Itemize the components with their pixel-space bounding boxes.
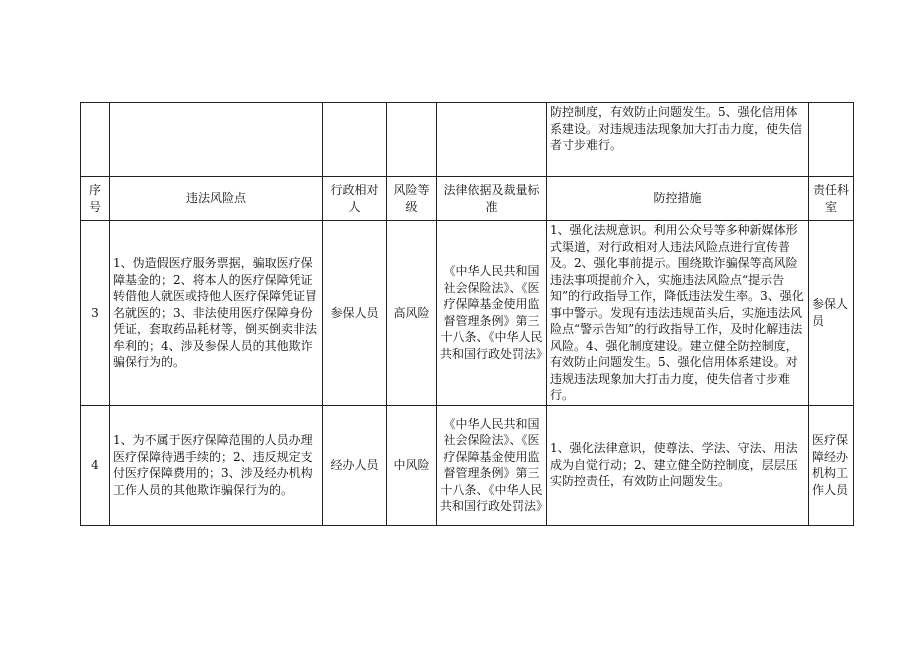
empty-cell: [809, 103, 854, 177]
row-level: 高风险: [387, 221, 437, 406]
empty-cell: [110, 103, 323, 177]
risk-control-table: [80, 102, 854, 526]
row-subject: 参保人员: [323, 221, 387, 406]
row-risk: 1、伪造假医疗服务票据，骗取医疗保障基金的；2、将本人的医疗保障凭证转借他人就医或持他人医疗保障凭证冒名就医的；3、非法使用医疗保障身份凭证，套取药品耗材等，倒买倒卖非法牟利的；4、涉及参保人员的其他欺诈骗保行为的。: [110, 221, 323, 406]
row-measures: 1、强化法规意识。利用公众号等多种新媒体形式渠道，对行政相对人违法风险点进行宣传普及。2、强化事前提示。围绕欺诈骗保等高风险违法事项提前介入，实施违法风险点“提示告知”的行政指导工作，降低违法发生率。3、强化事中警示。发现有违法违规苗头后，实施违法风险点“警示告知”的行政指导工作，及时化解违法风险。4、强化制度建设。建立健全防控制度，有效防止问题发生。5、强化信用体系建设。对违规违法现象加大打击力度，使失信者寸步难行。: [547, 221, 809, 406]
empty-cell: [387, 103, 437, 177]
row-basis: 《中华人民共和国社会保险法》、《医疗保障基金使用监督管理条例》第三十八条、《中华人民共和国行政处罚法》: [437, 405, 547, 525]
empty-cell: [437, 103, 547, 177]
empty-cell: [81, 103, 110, 177]
row-basis: 《中华人民共和国社会保险法》、《医疗保障基金使用监督管理条例》第三十八条、《中华人民共和国行政处罚法》: [437, 221, 547, 406]
row-dept: 参保人员: [809, 221, 854, 406]
table-row: [81, 405, 854, 525]
row-no: 4: [81, 405, 110, 525]
header-subject: 行政相对人: [323, 177, 387, 221]
empty-cell: [323, 103, 387, 177]
row-no: 3: [81, 221, 110, 406]
continued-row: [81, 103, 854, 177]
header-row: [81, 177, 854, 221]
row-dept: 医疗保障经办机构工作人员: [809, 405, 854, 525]
header-level: 风险等级: [387, 177, 437, 221]
header-risk: 违法风险点: [110, 177, 323, 221]
row-risk: 1、为不属于医疗保障范围的人员办理医疗保障待遇手续的；2、违反规定支付医疗保障费用的；3、涉及经办机构工作人员的其他欺诈骗保行为的。: [110, 405, 323, 525]
header-basis: 法律依据及裁量标准: [437, 177, 547, 221]
header-measures: 防控措施: [547, 177, 809, 221]
row-measures: 1、强化法律意识，使尊法、学法、守法、用法成为自觉行动；2、建立健全防控制度，层层压实防控责任，有效防止问题发生。: [547, 405, 809, 525]
continued-measures-cell: 防控制度，有效防止问题发生。5、强化信用体系建设。对违规违法现象加大打击力度，使失信者寸步难行。: [547, 103, 809, 177]
table-row: [81, 221, 854, 406]
row-level: 中风险: [387, 405, 437, 525]
header-dept: 责任科室: [809, 177, 854, 221]
row-subject: 经办人员: [323, 405, 387, 525]
header-no: 序号: [81, 177, 110, 221]
